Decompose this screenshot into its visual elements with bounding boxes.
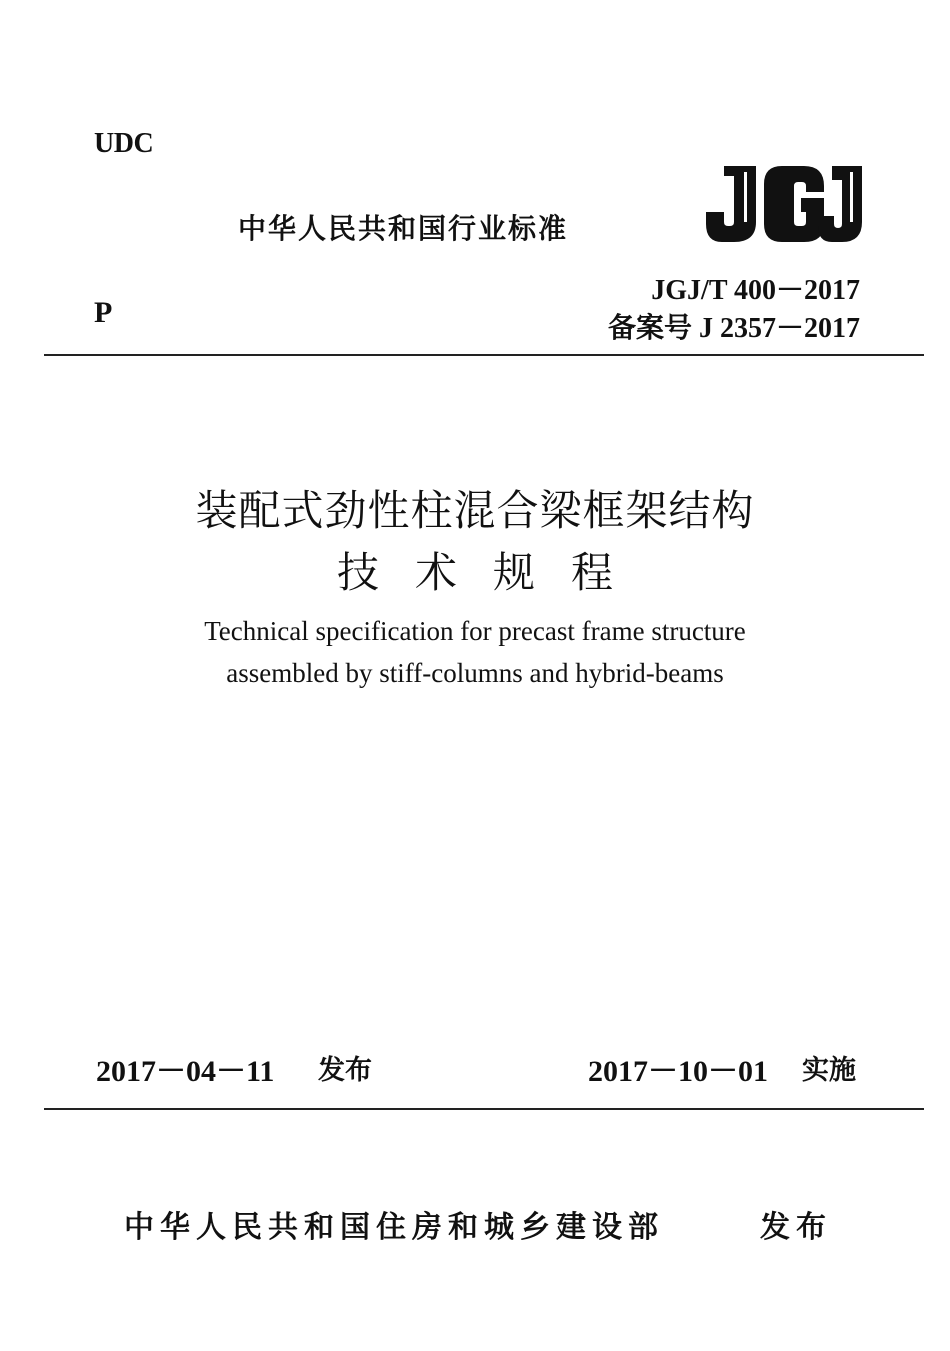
title-chinese-line1: 装配式劲性柱混合梁框架结构 [195, 486, 755, 535]
title-english-line1: Technical specification for precast frame structure [204, 616, 746, 646]
title-chinese-line2: 技术规程 [336, 548, 649, 597]
industry-standard-heading: 中华人民共和国行业标准 [238, 212, 569, 245]
publisher-label: 发布 [760, 1210, 832, 1245]
publisher-name: 中华人民共和国住房和城乡建设部 [124, 1210, 664, 1245]
issue-date: 2017－04－11 [96, 1055, 275, 1088]
issue-label: 发布 [318, 1055, 372, 1086]
jgj-logo [704, 164, 864, 244]
top-divider [44, 354, 924, 356]
classification-code: P [94, 296, 113, 329]
filing-number: 备案号 J 2357－2017 [607, 313, 860, 344]
implementation-label: 实施 [802, 1055, 856, 1086]
udc-label: UDC [94, 128, 154, 159]
implementation-date: 2017－10－01 [588, 1055, 768, 1088]
standard-code: JGJ/T 400－2017 [651, 275, 860, 306]
title-english-line2: assembled by stiff-columns and hybrid-beams [226, 658, 724, 688]
bottom-divider [44, 1108, 924, 1110]
